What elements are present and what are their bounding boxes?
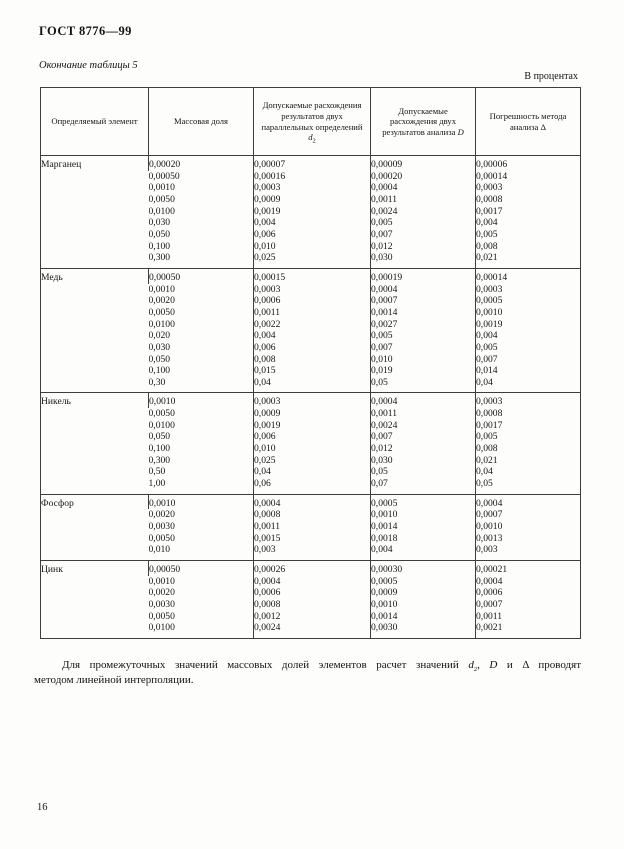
value-cell: 0,0015: [254, 533, 371, 545]
value-cell: 0,0030: [148, 521, 175, 533]
value-cell: 0,04: [476, 466, 581, 478]
value-cell: 0,019: [371, 365, 476, 377]
element-name-cell: Медь: [41, 268, 149, 393]
element-name-cell: Фосфор: [41, 494, 149, 560]
value-cell: 0,0008: [476, 194, 581, 206]
value-cell: 0,00050: [149, 268, 254, 283]
col-header-mass-fraction: [149, 88, 254, 156]
value-cell: 0,0009: [254, 194, 371, 206]
value-cell: 0,012: [371, 443, 476, 455]
value-cell: 0,05: [371, 466, 476, 478]
value-cell: 0,100: [148, 240, 171, 252]
col-header-D-label: Допускаемые расхождения двух результатов анализа: [382, 105, 458, 137]
value-cell: 0,008: [476, 443, 581, 455]
standard-number: ГОСТ 8776—99: [39, 24, 132, 38]
value-cell: 0,100: [148, 365, 171, 377]
value-cell: 0,0006: [254, 587, 371, 599]
value-cell: 0,50: [148, 466, 166, 478]
value-cell: 0,050: [148, 228, 171, 240]
value-cell: 0,00006: [476, 156, 581, 171]
value-cell: 0,025: [254, 252, 371, 268]
value-cell: 0,0003: [254, 284, 371, 296]
value-cell: 0,07: [371, 478, 476, 494]
value-cell: 0,0005: [371, 494, 476, 509]
value-cell: 0,007: [476, 354, 581, 366]
value-cell: 0,0011: [476, 611, 581, 623]
footnote-text: и: [497, 659, 523, 671]
value-cell: 0,0050: [148, 532, 175, 544]
value-cell: 0,010: [254, 443, 371, 455]
value-cell: 0,0008: [254, 599, 371, 611]
element-name-cell: Цинк: [41, 561, 149, 639]
d2-subscript: 2: [473, 666, 478, 674]
value-cell: 0,0010: [148, 283, 175, 295]
value-cell: 0,0050: [148, 610, 175, 622]
table-row: [41, 156, 581, 171]
value-cell: 0,0017: [476, 206, 581, 218]
value-cell: 0,0013: [476, 533, 581, 545]
value-cell: 0,005: [371, 330, 476, 342]
value-cell: 0,0050: [148, 193, 175, 205]
value-cell: 0,06: [254, 478, 371, 494]
value-cell: 0,0017: [476, 420, 581, 432]
value-cell: 0,004: [476, 217, 581, 229]
value-cell: 0,005: [371, 217, 476, 229]
value-cell: 0,0006: [476, 587, 581, 599]
page-number: 16: [37, 802, 48, 813]
value-cell: 0,0018: [371, 533, 476, 545]
value-cell: 0,0004: [371, 182, 476, 194]
d2-symbol: d: [468, 659, 474, 671]
value-cell: 0,005: [476, 431, 581, 443]
value-cell: 0,050: [148, 431, 171, 443]
value-cell: 0,00030: [371, 561, 476, 576]
results-table: [40, 87, 581, 639]
table-row: [41, 561, 581, 576]
value-cell: 0,0100: [148, 622, 175, 634]
value-cell: 0,0022: [254, 319, 371, 331]
value-cell: 0,0011: [371, 194, 476, 206]
value-cell: 0,0010: [476, 521, 581, 533]
value-cell: 0,0100: [148, 318, 175, 330]
value-cell: 0,00020: [371, 171, 476, 183]
value-cell: 0,0021: [476, 622, 581, 638]
value-cell: 0,0003: [254, 393, 371, 408]
footnote-text: проводят: [528, 659, 582, 671]
value-cell: 0,0024: [371, 420, 476, 432]
value-cell: 0,300: [148, 454, 171, 466]
value-cell: 0,0009: [254, 408, 371, 420]
value-cell: 0,0010: [148, 182, 175, 194]
value-cell: 0,0014: [371, 307, 476, 319]
value-cell: 0,004: [371, 544, 476, 560]
col-header-d2-label: Допускаемые расхождения результатов двух параллельных определений: [261, 100, 363, 132]
value-cell: 0,008: [254, 354, 371, 366]
value-cell: 0,006: [254, 229, 371, 241]
value-cell: 0,05: [476, 478, 581, 494]
value-cell: 0,0004: [254, 576, 371, 588]
footnote-line-1: [34, 658, 581, 673]
table-row: [41, 393, 581, 408]
value-cell: 0,00007: [254, 156, 371, 171]
footnote: [34, 658, 581, 688]
value-cell: 0,0010: [148, 575, 175, 587]
value-cell: 0,04: [254, 377, 371, 393]
value-cell: 0,030: [148, 341, 171, 353]
col-header-element: [41, 88, 149, 156]
value-cell: 0,00015: [254, 268, 371, 283]
col-header-d2: [254, 88, 371, 156]
col-header-delta: [476, 88, 581, 156]
value-cell: 0,006: [254, 431, 371, 443]
value-cell: 0,007: [371, 229, 476, 241]
value-cell: 0,008: [476, 241, 581, 253]
value-cell: 0,0011: [254, 521, 371, 533]
value-cell: 0,0003: [476, 393, 581, 408]
value-cell: 0,00009: [371, 156, 476, 171]
table-caption: Окончание таблицы 5: [39, 60, 138, 71]
footnote-text: ,: [477, 659, 490, 671]
value-cell: 0,030: [371, 455, 476, 467]
value-cell: 0,010: [371, 354, 476, 366]
value-cell: 0,004: [254, 330, 371, 342]
value-cell: 0,0007: [476, 509, 581, 521]
value-cell: 0,0004: [476, 494, 581, 509]
value-cell: 0,0019: [254, 420, 371, 432]
d2-symbol: d: [308, 132, 313, 143]
value-cell: 0,0012: [254, 611, 371, 623]
value-cell: 0,010: [254, 241, 371, 253]
value-cell: 0,0020: [148, 509, 175, 521]
value-cell: 0,0019: [254, 206, 371, 218]
delta-symbol: Δ: [522, 659, 529, 671]
value-cell: 0,012: [371, 241, 476, 253]
value-cell: 0,00026: [254, 561, 371, 576]
value-cell: 0,0011: [254, 307, 371, 319]
value-cell: 0,300: [148, 252, 171, 264]
value-cell: 0,04: [254, 466, 371, 478]
value-cell: 0,00050: [149, 561, 254, 576]
value-cell: 0,0003: [476, 182, 581, 194]
value-cell: 0,014: [476, 365, 581, 377]
value-cell: 0,0004: [371, 284, 476, 296]
value-cell: 0,006: [254, 342, 371, 354]
value-cell: 0,0005: [476, 295, 581, 307]
value-cell: 0,030: [148, 217, 171, 229]
value-cell: 0,0100: [148, 205, 175, 217]
value-cell: 0,0003: [476, 284, 581, 296]
value-cell: 0,0014: [371, 611, 476, 623]
value-cell: 0,021: [476, 252, 581, 268]
value-cell: 0,04: [476, 377, 581, 393]
value-cell: 0,0050: [148, 408, 175, 420]
value-cell: 0,0007: [476, 599, 581, 611]
value-cell: 0,007: [371, 431, 476, 443]
value-cell: 0,0010: [149, 393, 254, 408]
value-cell: 0,00016: [254, 171, 371, 183]
value-cell: 0,004: [254, 217, 371, 229]
value-cell: 0,00014: [476, 268, 581, 283]
value-cell: 0,015: [254, 365, 371, 377]
value-cell: 0,00050: [148, 170, 180, 182]
value-cell: 0,0010: [371, 599, 476, 611]
value-cell: 0,005: [476, 342, 581, 354]
value-cell: 0,00020: [149, 156, 254, 171]
delta-symbol: Δ: [540, 121, 547, 132]
value-cell: 0,020: [148, 330, 171, 342]
value-cell: 0,025: [254, 455, 371, 467]
value-cell: 0,0014: [371, 521, 476, 533]
value-cell: 0,0010: [371, 509, 476, 521]
value-cell: 0,00021: [476, 561, 581, 576]
value-cell: 0,0019: [476, 319, 581, 331]
D-symbol: D: [489, 659, 498, 671]
value-cell: 0,100: [148, 443, 171, 455]
value-cell: 0,0006: [254, 295, 371, 307]
col-header-mass-fraction-label: Массовая доля: [173, 116, 229, 127]
value-cell: 0,0100: [148, 419, 175, 431]
table-row: [41, 268, 581, 283]
value-cell: 0,0024: [254, 622, 371, 638]
value-cell: 0,003: [476, 544, 581, 560]
value-cell: 0,0010: [149, 494, 254, 509]
value-cell: 0,005: [476, 229, 581, 241]
table-body: [41, 156, 581, 639]
value-cell: 0,0020: [148, 587, 175, 599]
footnote-line-2: методом линейной интерполяции.: [34, 674, 194, 686]
value-cell: 0,0020: [148, 295, 175, 307]
d2-subscript: 2: [312, 137, 316, 145]
value-cell: 0,010: [148, 544, 171, 556]
table-row: [41, 494, 581, 509]
value-cell: 0,050: [148, 353, 171, 365]
value-cell: 0,004: [476, 330, 581, 342]
value-cell: 0,030: [371, 252, 476, 268]
units-note: В процентах: [524, 71, 578, 82]
value-cell: 0,0004: [476, 576, 581, 588]
value-cell: 0,0008: [254, 509, 371, 521]
value-cell: 0,05: [371, 377, 476, 393]
value-cell: 0,0007: [371, 295, 476, 307]
value-cell: 0,30: [148, 376, 166, 388]
value-cell: 0,0003: [254, 182, 371, 194]
value-cell: 0,0005: [371, 576, 476, 588]
element-name-cell: Никель: [41, 393, 149, 494]
value-cell: 0,0030: [371, 622, 476, 638]
value-cell: 0,0004: [371, 393, 476, 408]
value-cell: 0,0030: [148, 598, 175, 610]
value-cell: 0,021: [476, 455, 581, 467]
value-cell: 0,0050: [148, 306, 175, 318]
value-cell: 0,003: [254, 544, 371, 560]
D-symbol: D: [457, 126, 464, 137]
table-header-row: [41, 88, 581, 156]
value-cell: 0,0027: [371, 319, 476, 331]
value-cell: 0,0009: [371, 587, 476, 599]
value-cell: 0,007: [371, 342, 476, 354]
value-cell: 0,00014: [476, 171, 581, 183]
value-cell: 0,0010: [476, 307, 581, 319]
col-header-delta-label: Погрешность метода анализа: [489, 110, 567, 132]
value-cell: 1,00: [148, 478, 166, 490]
col-header-D: [371, 88, 476, 156]
element-name-cell: Марганец: [41, 156, 149, 269]
value-cell: 0,0004: [254, 494, 371, 509]
value-cell: 0,0008: [476, 408, 581, 420]
value-cell: 0,0024: [371, 206, 476, 218]
value-cell: 0,00019: [371, 268, 476, 283]
footnote-text: Для промежуточных значений массовых долей элементов расчет значений: [62, 659, 469, 671]
col-header-element-label: Определяемый элемент: [51, 116, 138, 127]
value-cell: 0,0011: [371, 408, 476, 420]
